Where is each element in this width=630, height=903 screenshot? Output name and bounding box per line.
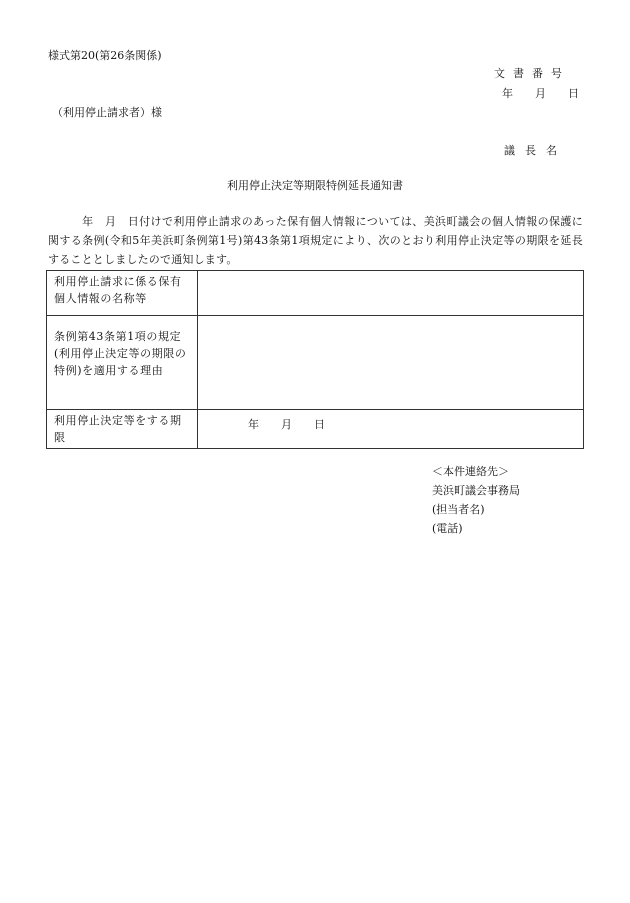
contact-heading: ＜本件連絡先＞ [432, 465, 509, 478]
date-day-label: 日 [568, 87, 579, 100]
chair-name-label: 議長名 [504, 144, 567, 157]
decision-deadline-value: 年 月 日 [198, 410, 584, 449]
target-information-value [198, 271, 584, 316]
date-year-label: 年 [502, 87, 513, 100]
extension-reason-label: 条例第43条第1項の規定(利用停止決定等の期限の特例)を適用する理由 [47, 316, 198, 410]
date-month-label: 月 [535, 87, 546, 100]
contact-block [432, 462, 520, 538]
table-row [47, 316, 584, 410]
table-row [47, 410, 584, 449]
table-row [47, 271, 584, 316]
decision-deadline-label: 利用停止決定等をする期限 [47, 410, 198, 449]
document-number-label: 文書番号 [494, 67, 570, 80]
notice-paragraph: 年 月 日付けで利用停止請求のあった保有個人情報については、美浜町議会の個人情報の保護に関する条例(令和5年美浜町条例第1号)第43条第1項規定により、次のとおり利用停止決定等の期限を延長することとしましたので通知します。 [48, 215, 583, 266]
issue-date-line [502, 86, 579, 103]
contact-phone: (電話) [432, 522, 463, 535]
contact-person: (担当者名) [432, 503, 485, 516]
contact-office: 美浜町議会事務局 [432, 484, 520, 497]
addressee-label: （利用停止請求者）様 [52, 106, 162, 119]
form-number-label: 様式第20(第26条関係) [48, 49, 162, 62]
document-title: 利用停止決定等期限特例延長通知書 [227, 179, 403, 192]
notice-table [46, 270, 584, 449]
target-information-label: 利用停止請求に係る保有個人情報の名称等 [47, 271, 198, 316]
extension-reason-value [198, 316, 584, 410]
